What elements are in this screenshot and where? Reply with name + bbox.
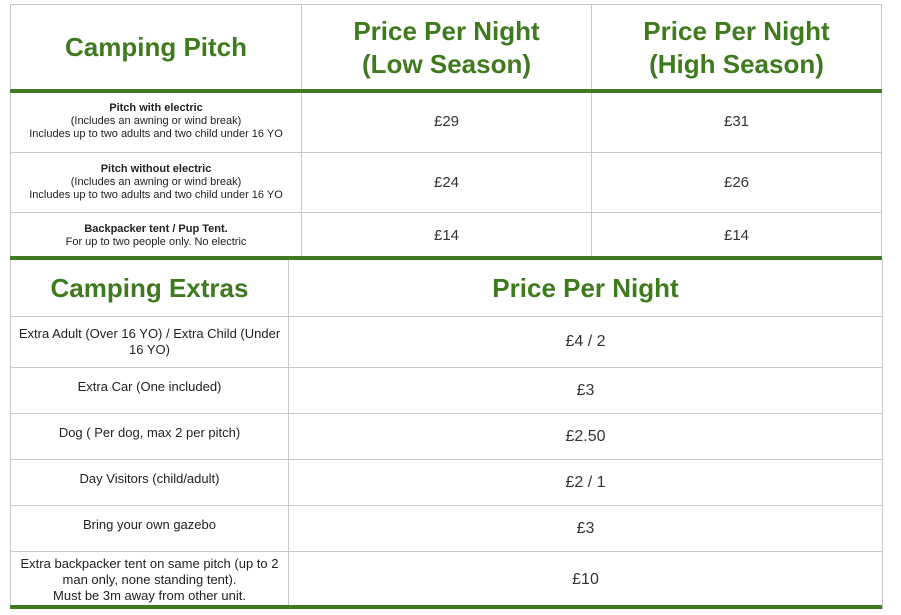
extra-price: £10	[289, 552, 883, 609]
extra-item: Day Visitors (child/adult)	[11, 460, 289, 506]
extra-item: Extra Adult (Over 16 YO) / Extra Child (Under 16 YO)	[11, 317, 289, 368]
section-divider	[10, 89, 882, 93]
header-price-low-season	[302, 5, 592, 91]
extra-item: Bring your own gazebo	[11, 506, 289, 552]
extra-price: £4 / 2	[289, 317, 883, 368]
section-divider	[10, 605, 882, 609]
pitch-detail: (Includes an awning or wind break)	[70, 115, 242, 127]
price-low: £14	[302, 213, 592, 259]
extra-item	[11, 552, 289, 609]
extra-price: £2 / 1	[289, 460, 883, 506]
price-high: £26	[592, 153, 882, 213]
pitch-description	[11, 213, 302, 259]
extra-item-line: Must be 3m away from other unit.	[53, 588, 246, 603]
pitch-header-row	[11, 5, 882, 91]
price-high: £14	[592, 213, 882, 259]
extra-item: Extra Car (One included)	[11, 368, 289, 414]
header-price-per-night: Price Per Night	[289, 260, 883, 317]
pitch-name: Backpacker tent / Pup Tent.	[84, 222, 228, 235]
extra-item-line: Extra backpacker tent on same pitch (up to 2 man only, none standing tent).	[20, 556, 279, 587]
header-price-high-season	[592, 5, 882, 91]
header-camping-extras: Camping Extras	[11, 260, 289, 317]
pitch-description	[11, 153, 302, 213]
pitch-name: Pitch with electric	[109, 102, 203, 114]
extras-header-row	[11, 260, 883, 317]
table-row	[11, 460, 883, 506]
table-row	[11, 213, 882, 259]
extra-item: Dog ( Per dog, max 2 per pitch)	[11, 414, 289, 460]
pitch-detail: (Includes an awning or wind break)	[70, 176, 242, 188]
table-row	[11, 317, 883, 368]
price-high: £31	[592, 91, 882, 153]
table-row	[11, 153, 882, 213]
pitch-detail: Includes up to two adults and two child under 16 YO	[29, 189, 283, 201]
table-row	[11, 368, 883, 414]
header-line: Camping Pitch	[65, 32, 248, 62]
extra-price: £3	[289, 368, 883, 414]
table-row	[11, 91, 882, 153]
header-line: (Low Season)	[362, 48, 532, 79]
table-row	[11, 552, 883, 609]
pitch-detail: Includes up to two adults and two child under 16 YO	[29, 128, 283, 140]
pitch-description	[11, 91, 302, 153]
table-row	[11, 506, 883, 552]
price-low: £24	[302, 153, 592, 213]
header-camping-pitch	[11, 5, 302, 91]
extras-pricing-table	[10, 259, 883, 609]
header-line: (High Season)	[649, 48, 824, 79]
header-line: Price Per Night	[643, 15, 830, 46]
price-low: £29	[302, 91, 592, 153]
section-divider	[10, 256, 882, 260]
header-line: Price Per Night	[353, 15, 540, 46]
pitch-name: Pitch without electric	[100, 163, 212, 175]
pitch-detail: For up to two people only. No electric	[65, 235, 247, 248]
table-row	[11, 414, 883, 460]
extra-price: £2.50	[289, 414, 883, 460]
extra-price: £3	[289, 506, 883, 552]
pitch-pricing-table	[10, 4, 882, 259]
